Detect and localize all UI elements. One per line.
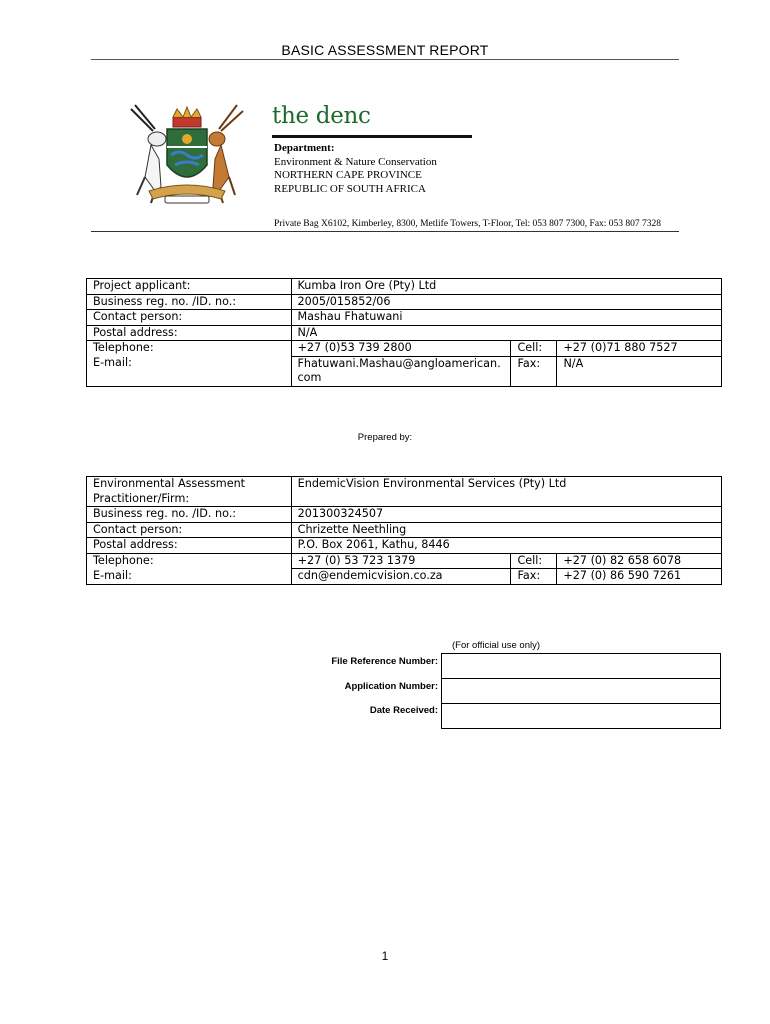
department-address: Private Bag X6102, Kimberley, 8300, Metlife Towers, T-Floor, Tel: 053 807 7300, Fax: 053 807 7328 (274, 219, 662, 229)
table-row (87, 294, 722, 310)
eap-label-line: Environmental Assessment (93, 477, 246, 490)
table-row (87, 522, 722, 538)
field-label: Business reg. no. /ID. no.: (87, 294, 292, 310)
official-use-note: (For official use only) (452, 640, 540, 651)
department-label: Department: (274, 142, 335, 154)
field-label: E-mail: (87, 569, 292, 585)
field-value (291, 356, 511, 386)
field-label: Telephone: (87, 553, 292, 569)
table-row (87, 553, 722, 569)
field-value: cdn@endemicvision.co.za (291, 569, 511, 585)
country-name: REPUBLIC OF SOUTH AFRICA (274, 182, 426, 195)
page-number: 1 (381, 949, 389, 963)
field-label: Fax: (511, 356, 557, 386)
table-row (87, 507, 722, 523)
official-use-labels (220, 653, 438, 727)
field-label: Postal address: (87, 538, 292, 554)
department-block (274, 142, 437, 196)
file-reference-label: File Reference Number: (331, 656, 438, 667)
application-number-label: Application Number: (344, 680, 438, 692)
department-name: Environment & Nature Conservation (274, 155, 437, 168)
email-line: Fhatuwani.Mashau@angloamerican. (297, 356, 501, 370)
date-received-label: Date Received: (369, 705, 438, 717)
letterhead-divider (91, 231, 679, 232)
table-row (87, 325, 722, 341)
title-underline (272, 135, 472, 138)
field-label (87, 477, 292, 507)
table-row (87, 356, 722, 386)
field-value: 2005/015852/06 (291, 294, 722, 310)
table-row (87, 477, 722, 507)
file-reference-field[interactable] (441, 653, 721, 679)
header-divider (91, 59, 679, 60)
report-title: BASIC ASSESSMENT REPORT (281, 42, 489, 58)
field-label: E-mail: (87, 356, 292, 386)
application-number-field[interactable] (441, 679, 721, 704)
letterhead (91, 95, 679, 235)
field-label: Cell: (511, 553, 557, 569)
field-label: Fax: (511, 569, 557, 585)
field-label: Contact person: (87, 522, 292, 538)
email-line: com (297, 371, 322, 384)
table-row (87, 341, 722, 357)
eap-label-line: Practitioner/Firm: (93, 491, 190, 505)
official-use-boxes (441, 653, 721, 729)
field-value: N/A (557, 356, 722, 386)
table-row (87, 279, 722, 295)
field-value: +27 (0) 53 723 1379 (291, 553, 511, 569)
field-value: Chrizette Neethling (291, 522, 721, 538)
field-value: +27 (0)53 739 2800 (291, 341, 511, 357)
prepared-by-label: Prepared by: (357, 432, 413, 443)
field-value: +27 (0) 86 590 7261 (557, 569, 722, 585)
table-row (87, 310, 722, 326)
field-label: Cell: (511, 341, 557, 357)
table-row (87, 538, 722, 554)
field-value: EndemicVision Environmental Services (Pty) Ltd (291, 477, 721, 507)
field-value: +27 (0) 82 658 6078 (557, 553, 722, 569)
field-label: Postal address: (87, 325, 292, 341)
field-value: Kumba Iron Ore (Pty) Ltd (291, 279, 722, 295)
field-value: +27 (0)71 880 7527 (557, 341, 722, 357)
coat-of-arms-icon (121, 99, 251, 209)
field-label: Contact person: (87, 310, 292, 326)
applicant-table (86, 278, 722, 387)
field-label: Project applicant: (87, 279, 292, 295)
org-name: the denc (272, 103, 371, 129)
field-value: Mashau Fhatuwani (291, 310, 722, 326)
field-value: N/A (291, 325, 722, 341)
field-value: P.O. Box 2061, Kathu, 8446 (291, 538, 721, 554)
field-label: Telephone: (87, 341, 292, 357)
date-received-field[interactable] (441, 704, 721, 729)
practitioner-table (86, 476, 722, 585)
province-name: NORTHERN CAPE PROVINCE (274, 169, 422, 181)
field-label: Business reg. no. /ID. no.: (87, 507, 292, 523)
field-value: 201300324507 (291, 507, 721, 523)
table-row (87, 569, 722, 585)
